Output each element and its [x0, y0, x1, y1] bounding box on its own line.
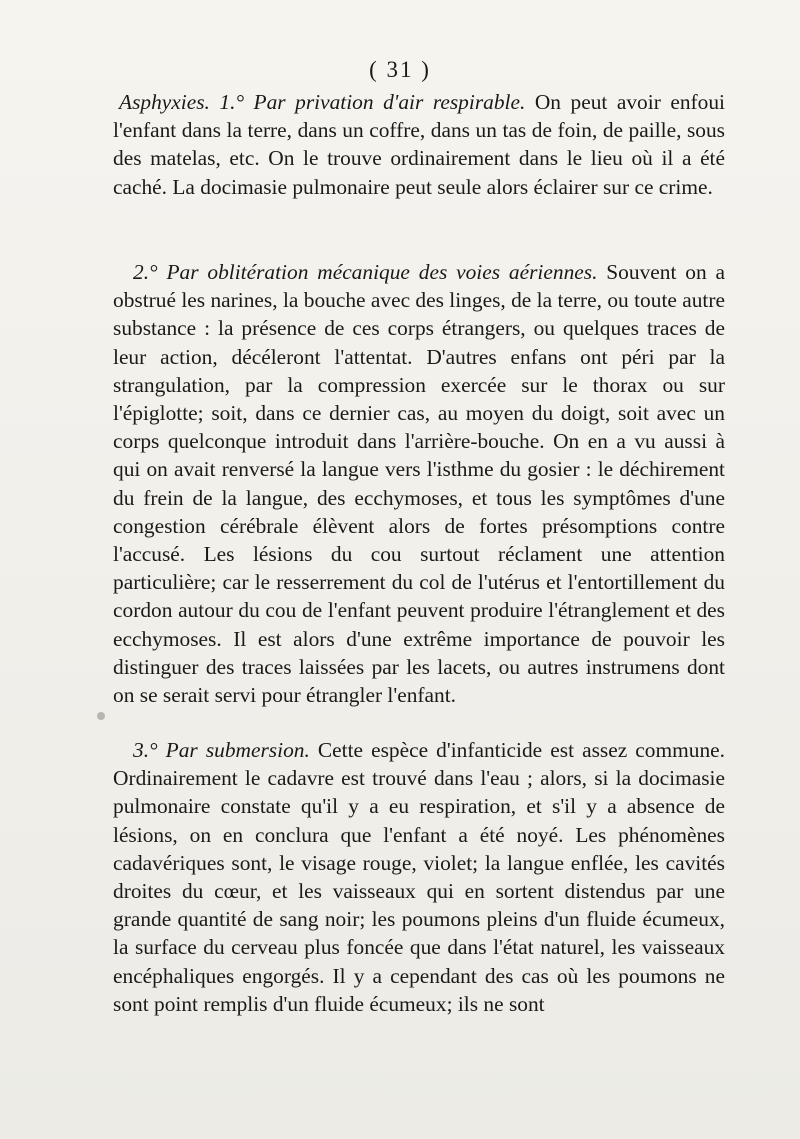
paragraph-body: Souvent on a obstrué les narines, la bouche avec des linges, de la terre, ou toute autre substance : la présence de ces corps étrangers, ou quelques traces de leur action, décéleront l'attentat. D'autres enfans ont péri par la strangulation, par la compression exercée sur le thorax ou sur l'épiglotte; soit, dans ce dernier cas, au moyen du doigt, soit avec un corps quelconque introduit dans l'arrière-bouche. On en a vu aussi à qui on avait renversé la langue vers l'isthme du gosier : le déchirement du frein de la langue, des ecchymoses, et tous les symptômes d'une congestion cérébrale élèvent alors de fortes présomptions contre l'accusé. Les lésions du cou surtout réclament une attention particulière; car le resserrement du col de l'utérus et l'entortillement du cordon autour du cou de l'enfant peuvent produire l'étranglement et des ecchymoses. Il est alors d'une extrême importance de pouvoir les distinguer des traces laissées par les lacets, ou autres instrumens dont on se serait servi pour étrangler l'enfant. — [113, 260, 725, 708]
paragraph-body: Cette espèce d'infanticide est assez commune. Ordinairement le cadavre est trouvé dans l'eau ; alors, si la docimasie pulmonaire constate qu'il y a eu respiration, et s'il y a absence de lésions, on en conclura que l'enfant a été noyé. Les phénomènes cadavériques sont, le visage rouge, violet; la langue enflée, les cavités droites du cœur, et les vaisseaux qui en sortent distendus par une grande quantité de sang noir; les poumons pleins d'un fluide écumeux, la surface du cerveau plus foncée que dans l'état naturel, les vaisseaux encéphaliques engorgés. Il y a cependant des cas où les poumons ne sont point remplis d'un fluide écumeux; ils ne sont — [113, 738, 725, 1016]
ink-spot — [97, 712, 105, 720]
paragraph-text — [113, 88, 725, 201]
paragraph-asphyxies — [113, 88, 725, 201]
paragraph-heading: 2.° Par oblitération mécanique des voies aériennes. — [133, 260, 598, 284]
paragraph-heading: Asphyxies. 1.° Par privation d'air respirable. — [119, 90, 526, 114]
paragraph-body: On peut avoir enfoui l'enfant dans la terre, dans un coffre, dans un tas de foin, de paille, sous des matelas, etc. On le trouve ordinairement dans le lieu où il a été caché. La docimasie pulmonaire peut seule alors éclairer sur ce crime. — [113, 90, 725, 199]
paragraph-heading: 3.° Par submersion. — [133, 738, 310, 762]
paragraph-submersion — [113, 736, 725, 1018]
paragraph-text — [113, 736, 725, 1018]
paragraph-text — [113, 258, 725, 709]
paragraph-obliteration — [113, 258, 725, 709]
page-number: ( 31 ) — [369, 57, 431, 82]
